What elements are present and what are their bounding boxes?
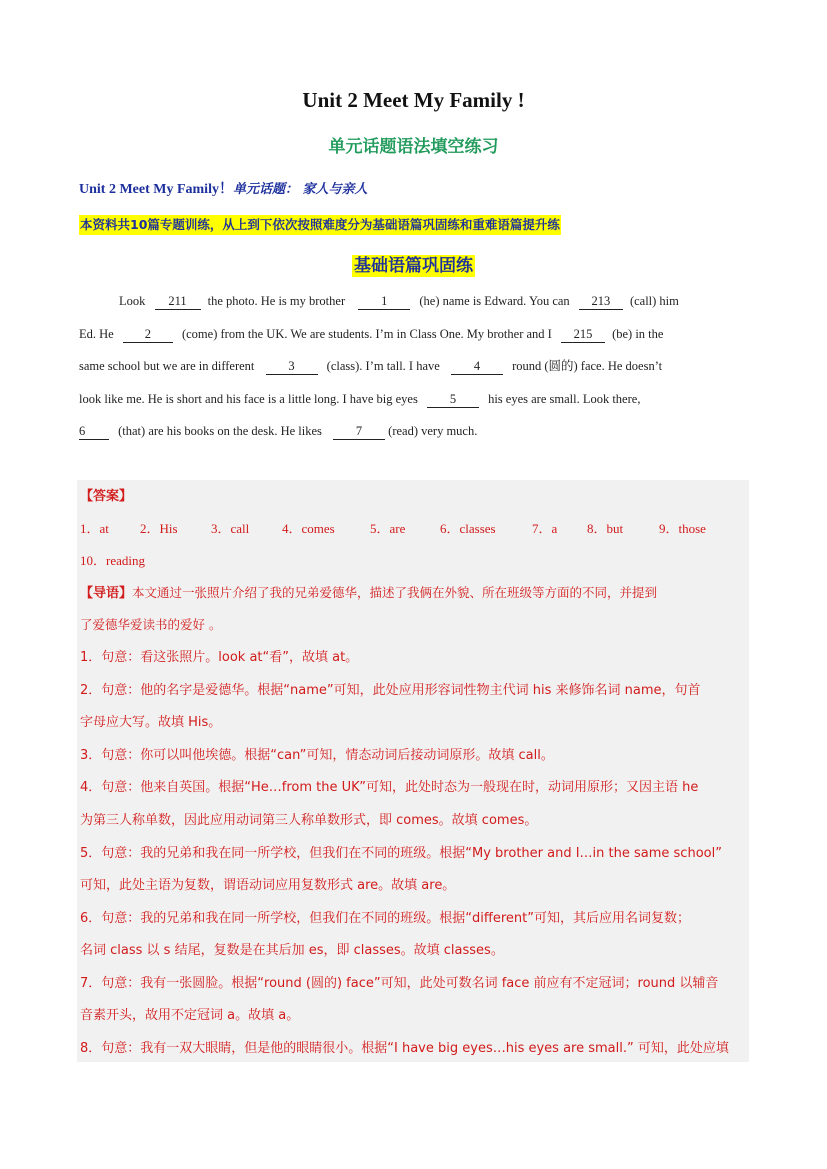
- explanation-line: 1．句意：看这张照片。look at“看”，故填 at。: [80, 650, 359, 665]
- passage-text: round (圆的) face. He doesn’t: [512, 359, 663, 373]
- passage-text: (come) from the UK. We are students. I’m in Class One. My brother and I: [181, 327, 552, 341]
- explanation-line: 7．句意：我有一张圆脸。根据“round (圆的) face”可知，此处可数名词 face 前应有不定冠词；round 以辅音: [80, 976, 719, 991]
- passage-line-5: [79, 421, 477, 441]
- blank-1: 1: [358, 293, 410, 310]
- passage-text: (that) are his books on the desk. He likes: [118, 424, 322, 438]
- explanation-line: 6．句意：我的兄弟和我在同一所学校，但我们在不同的班级。根据“different”可知，其后应用名词复数；: [80, 911, 690, 926]
- explanation-line: 2．句意：他的名字是爱德华。根据“name”可知，此处应用形容词性物主代词 his 来修饰名词 name，句首: [80, 683, 701, 698]
- guide-text: 了爱德华爱读书的爱好 。: [80, 617, 222, 632]
- guide-text: 本文通过一张照片介绍了我的兄弟爱德华，描述了我俩在外貌、所在班级等方面的不同，并提到: [132, 585, 658, 600]
- answer-label-text: 【答案】: [80, 489, 133, 504]
- passage-line-4: [79, 389, 640, 409]
- answer-section: [77, 480, 749, 1062]
- explanation-line: 可知，此处主语为复数，谓语动词应用复数形式 are。故填 are。: [80, 878, 456, 893]
- explanation-line: 5．句意：我的兄弟和我在同一所学校，但我们在不同的班级。根据“My brother and I…in the same school”: [80, 846, 722, 861]
- topic-english: Unit 2 Meet My Family！: [79, 182, 233, 197]
- passage-text: Ed. He: [79, 327, 114, 341]
- explanation-line: 3．句意：你可以叫他埃德。根据“can”可知，情态动词后接动词原形。故填 call。: [80, 748, 554, 763]
- answer-item: 3．call: [211, 521, 250, 536]
- blank-6: 6: [79, 423, 109, 440]
- passage-text: his eyes are small. Look there,: [488, 392, 641, 406]
- passage-text: the photo. He is my brother: [207, 294, 346, 308]
- blank-7: 7: [333, 423, 385, 440]
- unit-topic: [79, 178, 368, 198]
- answer-item: 2．His: [140, 521, 178, 536]
- answer-item: 6．classes: [440, 521, 496, 536]
- explanation-line: 为第三人称单数，因此应用动词第三人称单数形式，即 comes。故填 comes。: [80, 813, 538, 828]
- guide-line-1: [80, 582, 657, 604]
- passage-line-2: [79, 324, 663, 344]
- topic-chinese: 单元话题： 家人与亲人: [232, 182, 368, 197]
- blank-5: 5: [427, 391, 479, 408]
- answer-item: 5．are: [370, 521, 406, 536]
- page-title: Unit 2 Meet My Family !: [302, 88, 525, 112]
- blank-2: 2: [123, 326, 173, 343]
- passage-line-3: [79, 356, 662, 376]
- blank-4: 4: [451, 358, 503, 375]
- page-subtitle: 单元话题语法填空练习: [328, 137, 499, 157]
- guide-label: 【导语】: [80, 586, 133, 601]
- explanation-line: 音素开头，故用不定冠词 a。故填 a。: [80, 1008, 300, 1023]
- blank-215: 215: [561, 326, 605, 343]
- answer-item: 8．but: [587, 521, 624, 536]
- explanation-line: 4．句意：他来自英国。根据“He…from the UK”可知，此处时态为一般现在时，动词用原形；又因主语 he: [80, 780, 699, 795]
- passage-text: Look: [119, 294, 146, 308]
- blank-211: 211: [155, 293, 201, 310]
- material-notice: 本资料共10篇专题训练，从上到下依次按照难度分为基础语篇巩固练和重难语篇提升练: [79, 215, 561, 235]
- explanation-line: 8．句意：我有一双大眼睛，但是他的眼睛很小。根据“I have big eyes…his eyes are small.” 可知，此处应填: [80, 1041, 729, 1056]
- answer-item: 9．those: [659, 521, 706, 536]
- explanation-line: 字母应大写。故填 His。: [80, 715, 222, 730]
- answer-item: 7．a: [532, 521, 558, 536]
- passage-line-1: [119, 291, 679, 311]
- blank-213: 213: [579, 293, 623, 310]
- passage-text: (read) very much.: [388, 424, 478, 438]
- answer-item: 1．at: [80, 521, 109, 536]
- section-title-text: 基础语篇巩固练: [354, 256, 473, 276]
- passage-text: (be) in the: [612, 327, 664, 341]
- explanation-line: 名词 class 以 s 结尾，复数是在其后加 es，即 classes。故填 classes。: [80, 943, 504, 958]
- answer-item: 10．reading: [80, 553, 145, 568]
- answer-label: [80, 485, 132, 507]
- passage-text: same school but we are in different: [79, 359, 255, 373]
- guide-line-2: [80, 614, 221, 636]
- passage-text: (class). I’m tall. I have: [326, 359, 440, 373]
- passage-text: (he) name is Edward. You can: [419, 294, 570, 308]
- answer-item: 4．comes: [282, 521, 335, 536]
- section-title: [0, 251, 827, 276]
- blank-3: 3: [266, 358, 318, 375]
- passage-text: look like me. He is short and his face is a little long. I have big eyes: [79, 392, 418, 406]
- passage-text: (call) him: [629, 294, 679, 308]
